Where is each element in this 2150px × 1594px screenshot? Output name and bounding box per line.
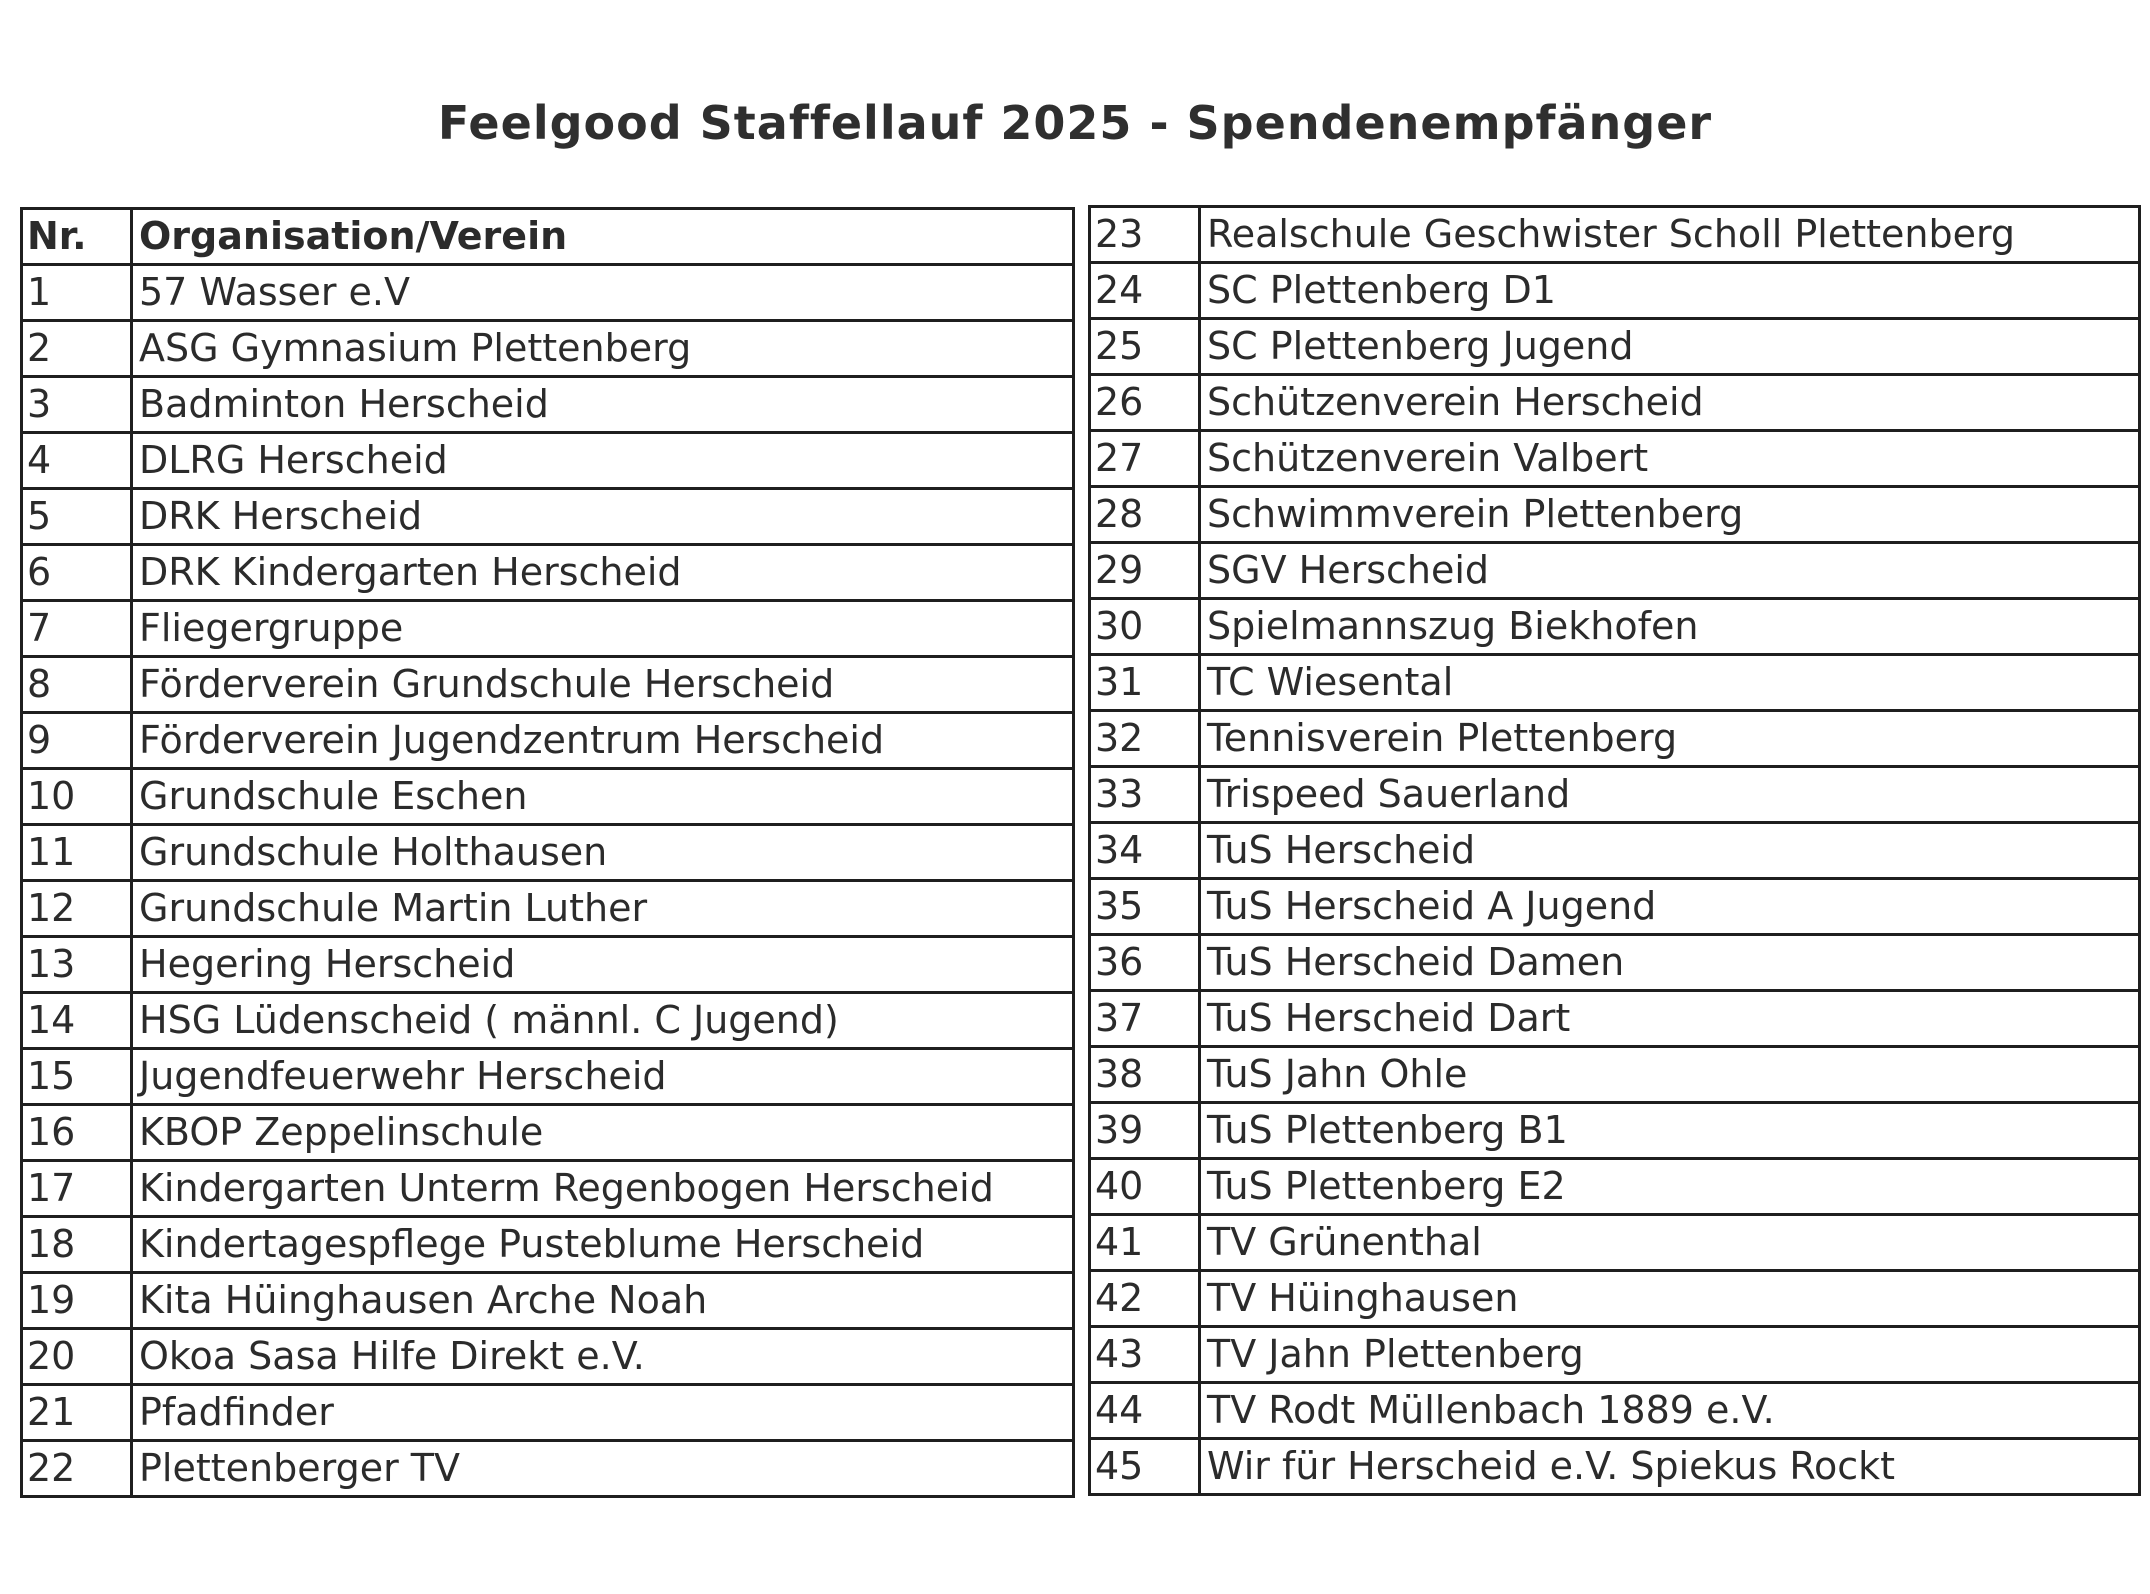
table-row	[22, 1329, 1074, 1385]
organisation-name: SC Plettenberg Jugend	[1200, 319, 2140, 375]
organisation-name: SC Plettenberg D1	[1200, 263, 2140, 319]
row-number: 27	[1090, 431, 1200, 487]
organisation-name: Spielmannszug Biekhofen	[1200, 599, 2140, 655]
table-row	[22, 769, 1074, 825]
organisation-name: Realschule Geschwister Scholl Plettenberg	[1200, 207, 2140, 263]
row-number: 41	[1090, 1215, 1200, 1271]
table-row	[1090, 1215, 2140, 1271]
organisation-name: TV Rodt Müllenbach 1889 e.V.	[1200, 1383, 2140, 1439]
organisation-name: TV Hüinghausen	[1200, 1271, 2140, 1327]
row-number: 22	[22, 1441, 132, 1497]
table-row	[1090, 543, 2140, 599]
table-row	[22, 1385, 1074, 1441]
row-number: 13	[22, 937, 132, 993]
organisation-name: DRK Herscheid	[132, 489, 1074, 545]
table-row	[22, 265, 1074, 321]
table-row	[1090, 1327, 2140, 1383]
table-row	[22, 937, 1074, 993]
recipients-table-right	[1088, 205, 2141, 1496]
organisation-name: Kita Hüinghausen Arche Noah	[132, 1273, 1074, 1329]
organisation-name: TuS Herscheid Dart	[1200, 991, 2140, 1047]
table-row	[22, 489, 1074, 545]
organisation-name: Förderverein Grundschule Herscheid	[132, 657, 1074, 713]
table-row	[1090, 935, 2140, 991]
organisation-name: Pfadfinder	[132, 1385, 1074, 1441]
column-header-organisation: Organisation/Verein	[132, 209, 1074, 265]
row-number: 9	[22, 713, 132, 769]
table-row	[1090, 375, 2140, 431]
row-number: 37	[1090, 991, 1200, 1047]
organisation-name: Trispeed Sauerland	[1200, 767, 2140, 823]
row-number: 4	[22, 433, 132, 489]
row-number: 19	[22, 1273, 132, 1329]
row-number: 42	[1090, 1271, 1200, 1327]
table-row	[22, 545, 1074, 601]
organisation-name: Jugendfeuerwehr Herscheid	[132, 1049, 1074, 1105]
organisation-name: Grundschule Eschen	[132, 769, 1074, 825]
organisation-name: TV Jahn Plettenberg	[1200, 1327, 2140, 1383]
organisation-name: 57 Wasser e.V	[132, 265, 1074, 321]
table-row	[22, 1217, 1074, 1273]
row-number: 14	[22, 993, 132, 1049]
page-title: Feelgood Staffellauf 2025 - Spendenempfänger	[437, 96, 1713, 150]
table-row	[22, 657, 1074, 713]
table-row	[22, 1161, 1074, 1217]
table-row	[1090, 319, 2140, 375]
table-row	[22, 321, 1074, 377]
organisation-name: TuS Plettenberg E2	[1200, 1159, 2140, 1215]
row-number: 36	[1090, 935, 1200, 991]
organisation-name: Schwimmverein Plettenberg	[1200, 487, 2140, 543]
table-row	[1090, 1271, 2140, 1327]
table-row	[1090, 1439, 2140, 1495]
row-number: 31	[1090, 655, 1200, 711]
row-number: 24	[1090, 263, 1200, 319]
organisation-name: Grundschule Holthausen	[132, 825, 1074, 881]
row-number: 17	[22, 1161, 132, 1217]
organisation-name: Grundschule Martin Luther	[132, 881, 1074, 937]
table-row	[1090, 263, 2140, 319]
table-row	[22, 713, 1074, 769]
row-number: 16	[22, 1105, 132, 1161]
row-number: 23	[1090, 207, 1200, 263]
table-row	[22, 377, 1074, 433]
organisation-name: Schützenverein Valbert	[1200, 431, 2140, 487]
row-number: 44	[1090, 1383, 1200, 1439]
row-number: 1	[22, 265, 132, 321]
row-number: 28	[1090, 487, 1200, 543]
table-row	[1090, 1383, 2140, 1439]
table-row	[1090, 1103, 2140, 1159]
table-row	[22, 1441, 1074, 1497]
row-number: 18	[22, 1217, 132, 1273]
row-number: 8	[22, 657, 132, 713]
table-header-row	[22, 209, 1074, 265]
table-row	[1090, 711, 2140, 767]
table-row	[22, 433, 1074, 489]
table-row	[22, 1049, 1074, 1105]
organisation-name: Förderverein Jugendzentrum Herscheid	[132, 713, 1074, 769]
row-number: 29	[1090, 543, 1200, 599]
column-header-nr: Nr.	[22, 209, 132, 265]
organisation-name: SGV Herscheid	[1200, 543, 2140, 599]
table-row	[22, 825, 1074, 881]
row-number: 2	[22, 321, 132, 377]
organisation-name: Tennisverein Plettenberg	[1200, 711, 2140, 767]
row-number: 6	[22, 545, 132, 601]
row-number: 39	[1090, 1103, 1200, 1159]
organisation-name: TV Grünenthal	[1200, 1215, 2140, 1271]
organisation-name: TuS Jahn Ohle	[1200, 1047, 2140, 1103]
row-number: 35	[1090, 879, 1200, 935]
row-number: 30	[1090, 599, 1200, 655]
row-number: 38	[1090, 1047, 1200, 1103]
organisation-name: Kindertagespflege Pusteblume Herscheid	[132, 1217, 1074, 1273]
row-number: 33	[1090, 767, 1200, 823]
organisation-name: DLRG Herscheid	[132, 433, 1074, 489]
table-row	[22, 881, 1074, 937]
row-number: 5	[22, 489, 132, 545]
row-number: 15	[22, 1049, 132, 1105]
row-number: 21	[22, 1385, 132, 1441]
organisation-name: Plettenberger TV	[132, 1441, 1074, 1497]
row-number: 20	[22, 1329, 132, 1385]
organisation-name: TuS Plettenberg B1	[1200, 1103, 2140, 1159]
recipients-table-left	[20, 207, 1075, 1498]
table-row	[1090, 1047, 2140, 1103]
table-row	[22, 601, 1074, 657]
organisation-name: TuS Herscheid A Jugend	[1200, 879, 2140, 935]
table-row	[1090, 823, 2140, 879]
organisation-name: TuS Herscheid Damen	[1200, 935, 2140, 991]
organisation-name: Okoa Sasa Hilfe Direkt e.V.	[132, 1329, 1074, 1385]
organisation-name: Fliegergruppe	[132, 601, 1074, 657]
organisation-name: DRK Kindergarten Herscheid	[132, 545, 1074, 601]
organisation-name: Kindergarten Unterm Regenbogen Herscheid	[132, 1161, 1074, 1217]
organisation-name: Schützenverein Herscheid	[1200, 375, 2140, 431]
row-number: 7	[22, 601, 132, 657]
table-row	[1090, 991, 2140, 1047]
row-number: 40	[1090, 1159, 1200, 1215]
table-row	[1090, 487, 2140, 543]
table-row	[22, 1273, 1074, 1329]
row-number: 25	[1090, 319, 1200, 375]
organisation-name: ASG Gymnasium Plettenberg	[132, 321, 1074, 377]
organisation-name: Hegering Herscheid	[132, 937, 1074, 993]
table-row	[1090, 655, 2140, 711]
row-number: 32	[1090, 711, 1200, 767]
organisation-name: TC Wiesental	[1200, 655, 2140, 711]
table-row	[1090, 1159, 2140, 1215]
organisation-name: Wir für Herscheid e.V. Spiekus Rockt	[1200, 1439, 2140, 1495]
organisation-name: KBOP Zeppelinschule	[132, 1105, 1074, 1161]
table-row	[22, 993, 1074, 1049]
row-number: 26	[1090, 375, 1200, 431]
row-number: 11	[22, 825, 132, 881]
organisation-name: TuS Herscheid	[1200, 823, 2140, 879]
row-number: 3	[22, 377, 132, 433]
row-number: 43	[1090, 1327, 1200, 1383]
table-row	[1090, 207, 2140, 263]
organisation-name: Badminton Herscheid	[132, 377, 1074, 433]
table-row	[1090, 599, 2140, 655]
table-row	[1090, 879, 2140, 935]
row-number: 34	[1090, 823, 1200, 879]
table-row	[1090, 431, 2140, 487]
row-number: 12	[22, 881, 132, 937]
row-number: 45	[1090, 1439, 1200, 1495]
row-number: 10	[22, 769, 132, 825]
organisation-name: HSG Lüdenscheid ( männl. C Jugend)	[132, 993, 1074, 1049]
table-row	[1090, 767, 2140, 823]
table-row	[22, 1105, 1074, 1161]
